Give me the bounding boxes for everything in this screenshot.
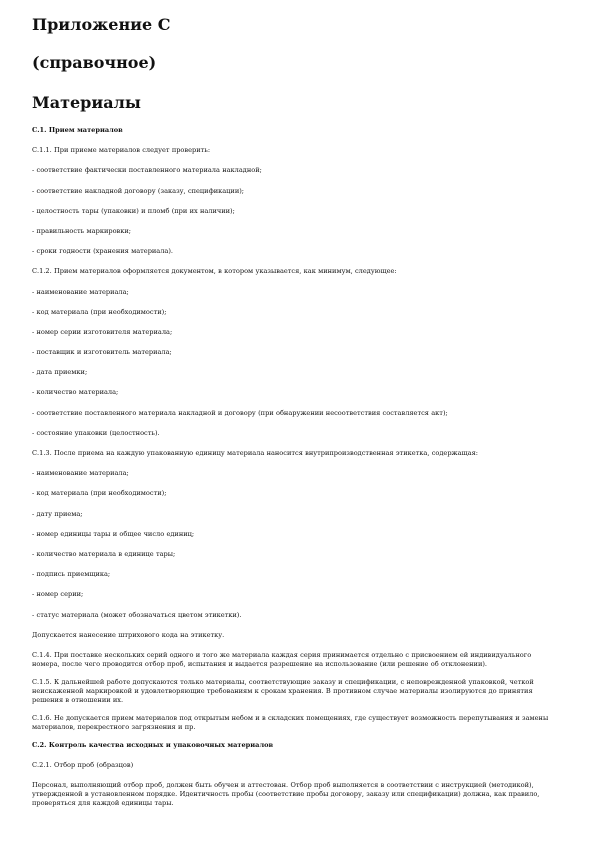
list-item: - количество материала в единице тары;	[32, 549, 176, 558]
paragraph: С.2.1. Отбор проб (образцов)	[32, 761, 134, 770]
paragraph: Допускается нанесение штрихового кода на этикетку.	[32, 630, 225, 639]
list-item: - наименование материала;	[32, 287, 129, 296]
list-item: - номер серии;	[32, 590, 84, 599]
appendix-reference-note: (справочное)	[32, 53, 157, 72]
list-item: - количество материала;	[32, 388, 119, 397]
list-item: - поставщик и изготовитель материала;	[32, 348, 172, 357]
appendix-heading: Приложение С	[32, 15, 171, 34]
paragraph: С.1.1. При приеме материалов следует проверить:	[32, 146, 211, 155]
paragraph: С.1.2. Прием материалов оформляется документом, в котором указывается, как минимум, следующее:	[32, 267, 397, 276]
paragraph: С.1.3. После приема на каждую упакованную единицу материала наносится внутрипроизводственная этикетка, содержащая:	[32, 449, 478, 457]
list-item: - сроки годности (хранения материала).	[32, 247, 174, 256]
paragraph: С.1.4. При поставке нескольких серий одного и того же материала каждая серия принимается отдельно с присвоением ей индивидуального номера, после чего проводится отбор проб, испытания и выдается разрешение на использование (или решение об отклонении).	[32, 650, 532, 668]
list-item: - соответствие поставленного материала накладной и договору (при обнаружении несоответствия составляется акт);	[32, 408, 448, 417]
list-item: - номер единицы тары и общее число единиц;	[32, 529, 195, 538]
list-item: - номер серии изготовителя материала;	[32, 327, 173, 336]
list-item: - состояние упаковки (целостность).	[32, 428, 160, 437]
section-title: Материалы	[32, 93, 141, 112]
section-heading: С.1. Прием материалов	[32, 126, 123, 134]
list-item: - соответствие накладной договору (заказу, спецификации);	[32, 186, 245, 195]
list-item: - целостность тары (упаковки) и пломб (при их наличии);	[32, 206, 235, 215]
paragraph: Персонал, выполняющий отбор проб, должен быть обучен и аттестован. Отбор проб выполняется в соответствии с инструкцией (методикой), утвержденной в установленном порядке. Идентичность пробы (соответствие пробы договору, заказу или спецификации) должна, как правило, проверяться для каждой единицы тары.	[32, 781, 540, 808]
section-heading: С.2. Контроль качества исходных и упаковочных материалов	[32, 740, 274, 749]
paragraph: С.1.6. Не допускается прием материалов под открытым небом и в складских помещениях, где существует возможность перепутывания и замены материалов, перекрестного загрязнения и пр.	[32, 713, 549, 731]
list-item: - код материала (при необходимости);	[32, 489, 167, 498]
list-item: - дата приемки;	[32, 368, 88, 377]
list-item: - дату приема;	[32, 509, 83, 518]
list-item: - соответствие фактически поставленного материала накладной;	[32, 166, 262, 175]
list-item: - наименование материала;	[32, 469, 129, 478]
list-item: - код материала (при необходимости);	[32, 307, 167, 316]
paragraph: С.1.5. К дальнейшей работе допускаются только материалы, соответствующие заказу и спецификации, с неповрежденной упаковкой, четкой неискаженной маркировкой и удовлетворяющие требованиям к срокам хранения. В противном случае материалы изолируются до принятия решения в отношении их.	[32, 677, 534, 704]
list-item: - статус материала (может обозначаться цветом этикетки).	[32, 610, 242, 619]
list-item: - подпись приемщика;	[32, 570, 111, 579]
list-item: - правильность маркировки;	[32, 226, 131, 235]
document-body	[32, 126, 561, 808]
